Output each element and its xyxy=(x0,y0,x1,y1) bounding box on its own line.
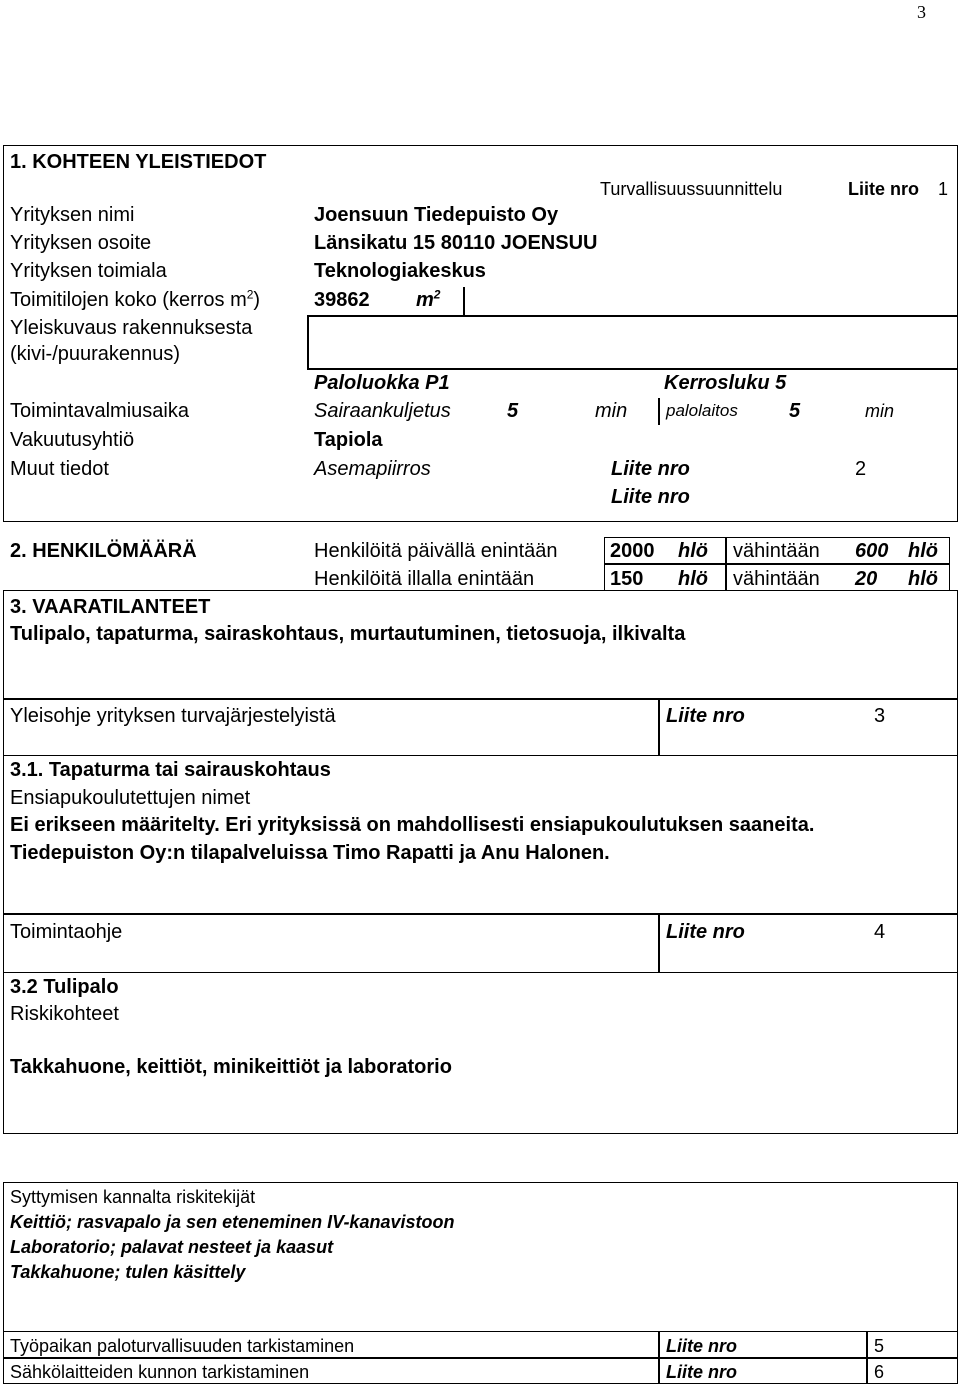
overview-label-1: Yleiskuvaus rakennuksesta xyxy=(10,317,253,339)
evening-min: 20 xyxy=(855,568,878,590)
guide-hline xyxy=(3,698,958,700)
ambulance-value: 5 xyxy=(507,400,519,422)
address-label: Yrityksen osoite xyxy=(10,232,152,254)
vline-response xyxy=(658,398,660,425)
section-3-title: 3. VAARATILANTEET xyxy=(10,596,211,618)
size-label-text: Toimitilojen koko (kerros m xyxy=(10,289,247,311)
ambulance-min: min xyxy=(595,400,628,422)
inspection-liite-label: Liite nro xyxy=(666,1336,737,1356)
other-label: Muut tiedot xyxy=(10,458,109,480)
section-31-line-1: Ei erikseen määritelty. Eri yrityksissä on mahdollisesti ensiapukoulutuksen saaneita. xyxy=(10,814,815,836)
inspections-vline-1 xyxy=(658,1331,660,1384)
ignition-item: Takkahuone; tulen käsittely xyxy=(10,1262,246,1282)
second-liite-label: Liite nro xyxy=(611,486,690,508)
size-label-sup: 2 xyxy=(246,287,254,302)
company-name-value: Joensuun Tiedepuisto Oy xyxy=(314,204,559,226)
fire-dept-label: palolaitos xyxy=(666,401,738,420)
field-value: Teknologiakeskus xyxy=(314,260,486,282)
section-32-title: 3.2 Tulipalo xyxy=(10,976,119,998)
ignition-title: Syttymisen kannalta riskitekijät xyxy=(10,1187,256,1207)
section-1-title: 1. KOHTEEN YLEISTIEDOT xyxy=(10,151,267,173)
inspections-vline-2 xyxy=(866,1331,868,1384)
plan-liite-label: Liite nro xyxy=(848,179,919,199)
instr-hline xyxy=(3,913,958,915)
hline-overview-bottom xyxy=(307,368,958,370)
evening-min-label: vähintään xyxy=(733,568,820,590)
day-label: Henkilöitä päivällä enintään xyxy=(314,540,558,562)
fire-dept-value: 5 xyxy=(789,400,801,422)
hline-overview-top xyxy=(307,315,958,317)
insurance-label: Vakuutusyhtiö xyxy=(10,429,135,451)
day-min-label: vähintään xyxy=(733,540,820,562)
ignition-item: Keittiö; rasvapalo ja sen eteneminen IV-kanavistoon xyxy=(10,1212,455,1232)
vline-size-box xyxy=(463,287,465,316)
guide-label: Yleisohje yrityksen turvajärjestelyistä xyxy=(10,705,336,727)
size-unit xyxy=(416,288,440,312)
evening-label: Henkilöitä illalla enintään xyxy=(314,568,535,590)
guide-liite-label: Liite nro xyxy=(666,705,745,727)
instr-liite-number: 4 xyxy=(874,921,886,943)
address-value: Länsikatu 15 80110 JOENSUU xyxy=(314,232,598,254)
size-label-close: ) xyxy=(253,289,261,311)
size-unit-sup: 2 xyxy=(433,287,441,302)
day-min-unit: hlö xyxy=(908,540,938,562)
inspection-liite-number: 6 xyxy=(874,1362,885,1382)
section-32-subtitle: Riskikohteet xyxy=(10,1003,119,1025)
day-count-divider xyxy=(604,563,950,565)
evening-max: 150 xyxy=(610,568,644,590)
day-min: 600 xyxy=(855,540,889,562)
ambulance-label: Sairaankuljetus xyxy=(314,400,451,422)
section-32-frame xyxy=(3,972,958,1134)
guide-vline xyxy=(658,698,660,756)
inspection-label: Sähkölaitteiden kunnon tarkistaminen xyxy=(10,1362,310,1382)
floors: Kerrosluku 5 xyxy=(664,372,787,394)
inspection-label: Työpaikan paloturvallisuuden tarkistaminen xyxy=(10,1336,355,1356)
day-max-unit: hlö xyxy=(678,540,708,562)
vline-overview xyxy=(307,315,309,369)
instr-vline xyxy=(658,913,660,973)
fire-dept-min: min xyxy=(865,401,895,421)
plan-label: Turvallisuussuunnittelu xyxy=(600,179,783,199)
section-2-title: 2. HENKILÖMÄÄRÄ xyxy=(10,540,197,562)
hazard-list: Tulipalo, tapaturma, sairaskohtaus, murtautuminen, tietosuoja, ilkivalta xyxy=(10,623,686,645)
fire-class: Paloluokka P1 xyxy=(314,372,450,394)
section-31-title: 3.1. Tapaturma tai sairauskohtaus xyxy=(10,759,331,781)
size-unit-text: m xyxy=(416,289,434,311)
inspection-liite-number: 5 xyxy=(874,1336,885,1356)
instr-liite-label: Liite nro xyxy=(666,921,745,943)
field-label: Yrityksen toimiala xyxy=(10,260,167,282)
company-name-label: Yrityksen nimi xyxy=(10,204,135,226)
count-vline xyxy=(725,537,727,591)
evening-max-unit: hlö xyxy=(678,568,708,590)
response-label: Toimintavalmiusaika xyxy=(10,400,189,422)
inspection-liite-label: Liite nro xyxy=(666,1362,737,1382)
size-label xyxy=(10,288,260,312)
site-plan-liite-label: Liite nro xyxy=(611,458,690,480)
site-plan-liite-number: 2 xyxy=(855,458,867,480)
ignition-item: Laboratorio; palavat nesteet ja kaasut xyxy=(10,1237,334,1257)
day-max: 2000 xyxy=(610,540,655,562)
evening-min-unit: hlö xyxy=(908,568,938,590)
site-plan-label: Asemapiirros xyxy=(314,458,431,480)
overview-label-2: (kivi-/puurakennus) xyxy=(10,343,181,365)
section-31-subtitle: Ensiapukoulutettujen nimet xyxy=(10,787,251,809)
section-31-line-2: Tiedepuiston Oy:n tilapalveluissa Timo Rapatti ja Anu Halonen. xyxy=(10,842,610,864)
guide-liite-number: 3 xyxy=(874,705,886,727)
size-value: 39862 xyxy=(314,289,370,311)
risk-objects: Takkahuone, keittiöt, minikeittiöt ja laboratorio xyxy=(10,1056,452,1078)
plan-liite-number: 1 xyxy=(938,179,949,199)
instr-label: Toimintaohje xyxy=(10,921,123,943)
page-number: 3 xyxy=(917,2,926,22)
insurance-value: Tapiola xyxy=(314,429,383,451)
